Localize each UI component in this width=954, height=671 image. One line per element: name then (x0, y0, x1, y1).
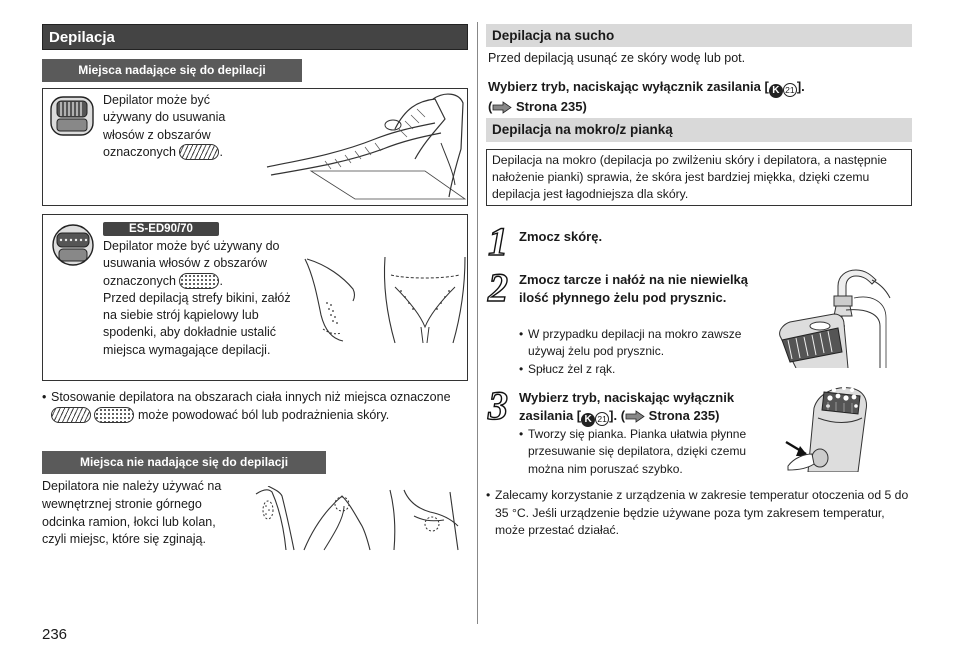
hatched-area-swatch (179, 144, 219, 160)
dry-title: Depilacja na sucho (486, 24, 912, 47)
foam-epilator-illustration (784, 384, 894, 472)
wet-title: Depilacja na mokro/z pianką (486, 118, 912, 142)
step-3-title: Wybierz tryb, naciskając wyłącznik zasilania [ K 21 ]. ( Strona 235) (519, 389, 779, 428)
joints-illustration (254, 486, 468, 552)
dry-instruction: Wybierz tryb, naciskając wyłącznik zasilania [ K 21 ]. ( Strona 235) (488, 78, 908, 119)
step-3-page-link[interactable]: Strona 235) (648, 407, 720, 423)
circled-21-icon: 21 (783, 83, 797, 97)
non-areas-text: Depilatora nie należy używać na wewnętrznej stronie górnego odcinka ramion, łokci lub kolan, czyli miejsc, które się zginają. (42, 479, 222, 547)
usable-areas-box (42, 88, 468, 206)
page-ref-arrow-icon (492, 101, 512, 119)
step-1-title: Zmocz skórę. (519, 229, 603, 244)
model-badge: ES-ED90/70 (103, 222, 219, 236)
legs-illustration (265, 89, 467, 205)
step-2-bullets (519, 326, 759, 378)
temperature-note-item: • Zalecamy korzystanie z urządzenia w zakresie temperatur otoczenia od 5 do 35 °C. Jeśli urządzenie będzie używane poza tym zakresem temperatur, może przestać działać. (486, 487, 910, 540)
wet-info-box: Depilacja na mokro (depilacja po zwilżeniu skóry i depilatora, a następnie nałożenie pianki) sprawia, że skóra jest bardziej miękka, dzięki czemu depilacja jest łagodniejsza dla skóry. (486, 149, 912, 206)
page-number: 236 (42, 626, 68, 643)
step-1-number: 1 (488, 219, 508, 264)
dry-page-link[interactable]: Strona 235) (515, 99, 587, 114)
non-areas-title: Miejsca nie nadające się do depilacji (42, 451, 326, 474)
usable-areas-text: Depilator może być używany do usuwania włosów z obszarów oznaczonych . (103, 93, 226, 159)
step-3-bullet: • Tworzy się pianka. Pianka ułatwia płynne przesuwanie się depilatora, dzięki czemu można nim poruszać szybko. (519, 426, 775, 478)
model-areas-text: Depilator może być używany do usuwania włosów z obszarów oznaczonych . Przed depilacją strefy bikini, załóż na siebie strój kąpielowy lub spodenki, aby dokładnie ustalić miejsca wymagające depilacji. (103, 239, 291, 357)
epilator-head-icon (49, 93, 95, 139)
section-title: Depilacja (42, 24, 468, 50)
step-3-bullets (519, 426, 775, 478)
model-areas-box (42, 214, 468, 381)
step-2-number: 2 (488, 265, 508, 310)
k-button-icon: K (769, 84, 783, 98)
bikini-underarm-illustration (303, 255, 467, 345)
step-3-number: 3 (488, 383, 508, 428)
epilator-head-dense-icon (51, 223, 95, 267)
area-warning-note (42, 389, 462, 424)
dotted-area-swatch (94, 407, 134, 423)
hatched-area-swatch (51, 407, 91, 423)
k-button-icon: K (581, 413, 595, 427)
dry-text: Przed depilacją usunąć ze skóry wodę lub pot. (488, 51, 746, 65)
step-2-bullet: • Spłucz żel z rąk. (519, 361, 759, 378)
temperature-note (486, 487, 910, 540)
gel-application-illustration (776, 266, 912, 368)
area-warning-item: • Stosowanie depilatora na obszarach ciała innych niż miejsca oznaczone może powodować ból lub podrażnienia skóry. (42, 389, 462, 424)
step-2-title: Zmocz tarcze i nałóż na nie niewielką ilość płynnego żelu pod prysznic. (519, 272, 749, 305)
column-divider (477, 22, 478, 624)
step-2-bullet: • W przypadku depilacji na mokro zawsze używaj żelu pod prysznic. (519, 326, 759, 361)
circled-21-icon: 21 (595, 412, 609, 426)
areas-title: Miejsca nadające się do depilacji (42, 59, 302, 82)
dotted-area-swatch (179, 273, 219, 289)
